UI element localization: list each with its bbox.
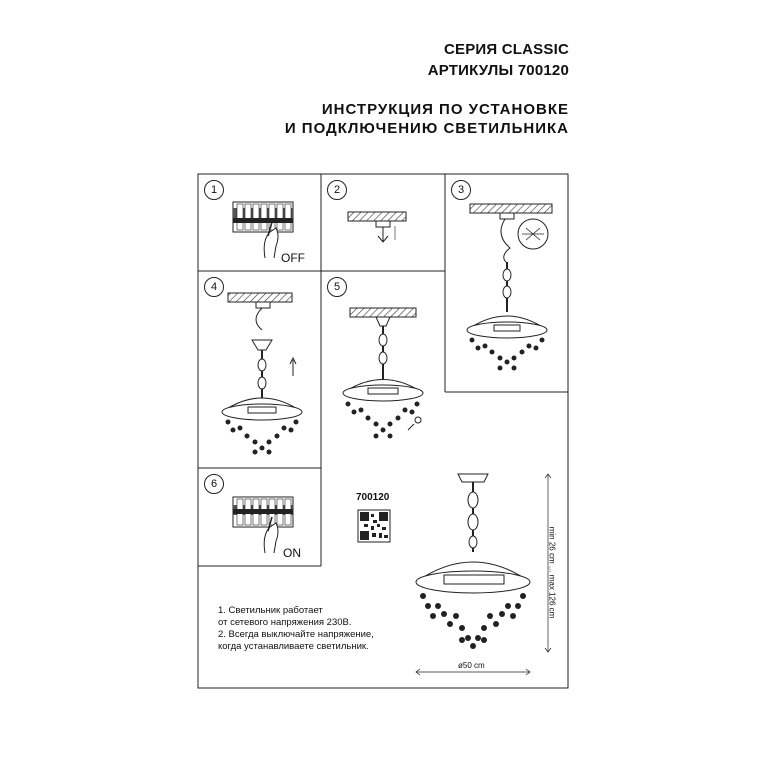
- breaker-panel-off-illustration: [233, 202, 293, 258]
- height-dimension: min 26 cm ... max 126 cm: [547, 526, 557, 619]
- step-number-2: 2: [327, 180, 347, 200]
- off-label: OFF: [281, 251, 305, 265]
- chandelier-dimension-drawing: [416, 474, 551, 675]
- chandelier-wiring-illustration: [467, 204, 552, 371]
- instruction-title-line1: ИНСТРУКЦИЯ ПО УСТАНОВКЕ: [321, 101, 569, 118]
- chandelier-mounting-illustration: [222, 293, 302, 455]
- step-number-3: 3: [451, 180, 471, 200]
- series-title: СЕРИЯ CLASSIC: [443, 41, 569, 58]
- width-dimension: ø50 cm: [458, 661, 485, 670]
- step-number-6: 6: [204, 474, 224, 494]
- step-number-1: 1: [204, 180, 224, 200]
- note-line-4: когда устанавливаете светильник.: [218, 641, 369, 652]
- instruction-title-line2: И ПОДКЛЮЧЕНИЮ СВЕТИЛЬНИКА: [284, 120, 569, 137]
- step-number-5: 5: [327, 277, 347, 297]
- breaker-panel-on-illustration: [233, 497, 293, 553]
- bulb-install-illustration: [343, 308, 423, 439]
- article-title: АРТИКУЛЫ 700120: [427, 62, 569, 79]
- ceiling-bracket-illustration: [348, 212, 406, 242]
- note-line-3: 2. Всегда выключайте напряжение,: [218, 629, 374, 640]
- qr-code: [358, 510, 390, 542]
- note-line-1: 1. Светильник работает: [218, 605, 323, 616]
- on-label: ON: [283, 546, 301, 560]
- step-number-4: 4: [204, 277, 224, 297]
- article-code: 700120: [356, 492, 390, 503]
- note-line-2: от сетевого напряжения 230В.: [218, 617, 352, 628]
